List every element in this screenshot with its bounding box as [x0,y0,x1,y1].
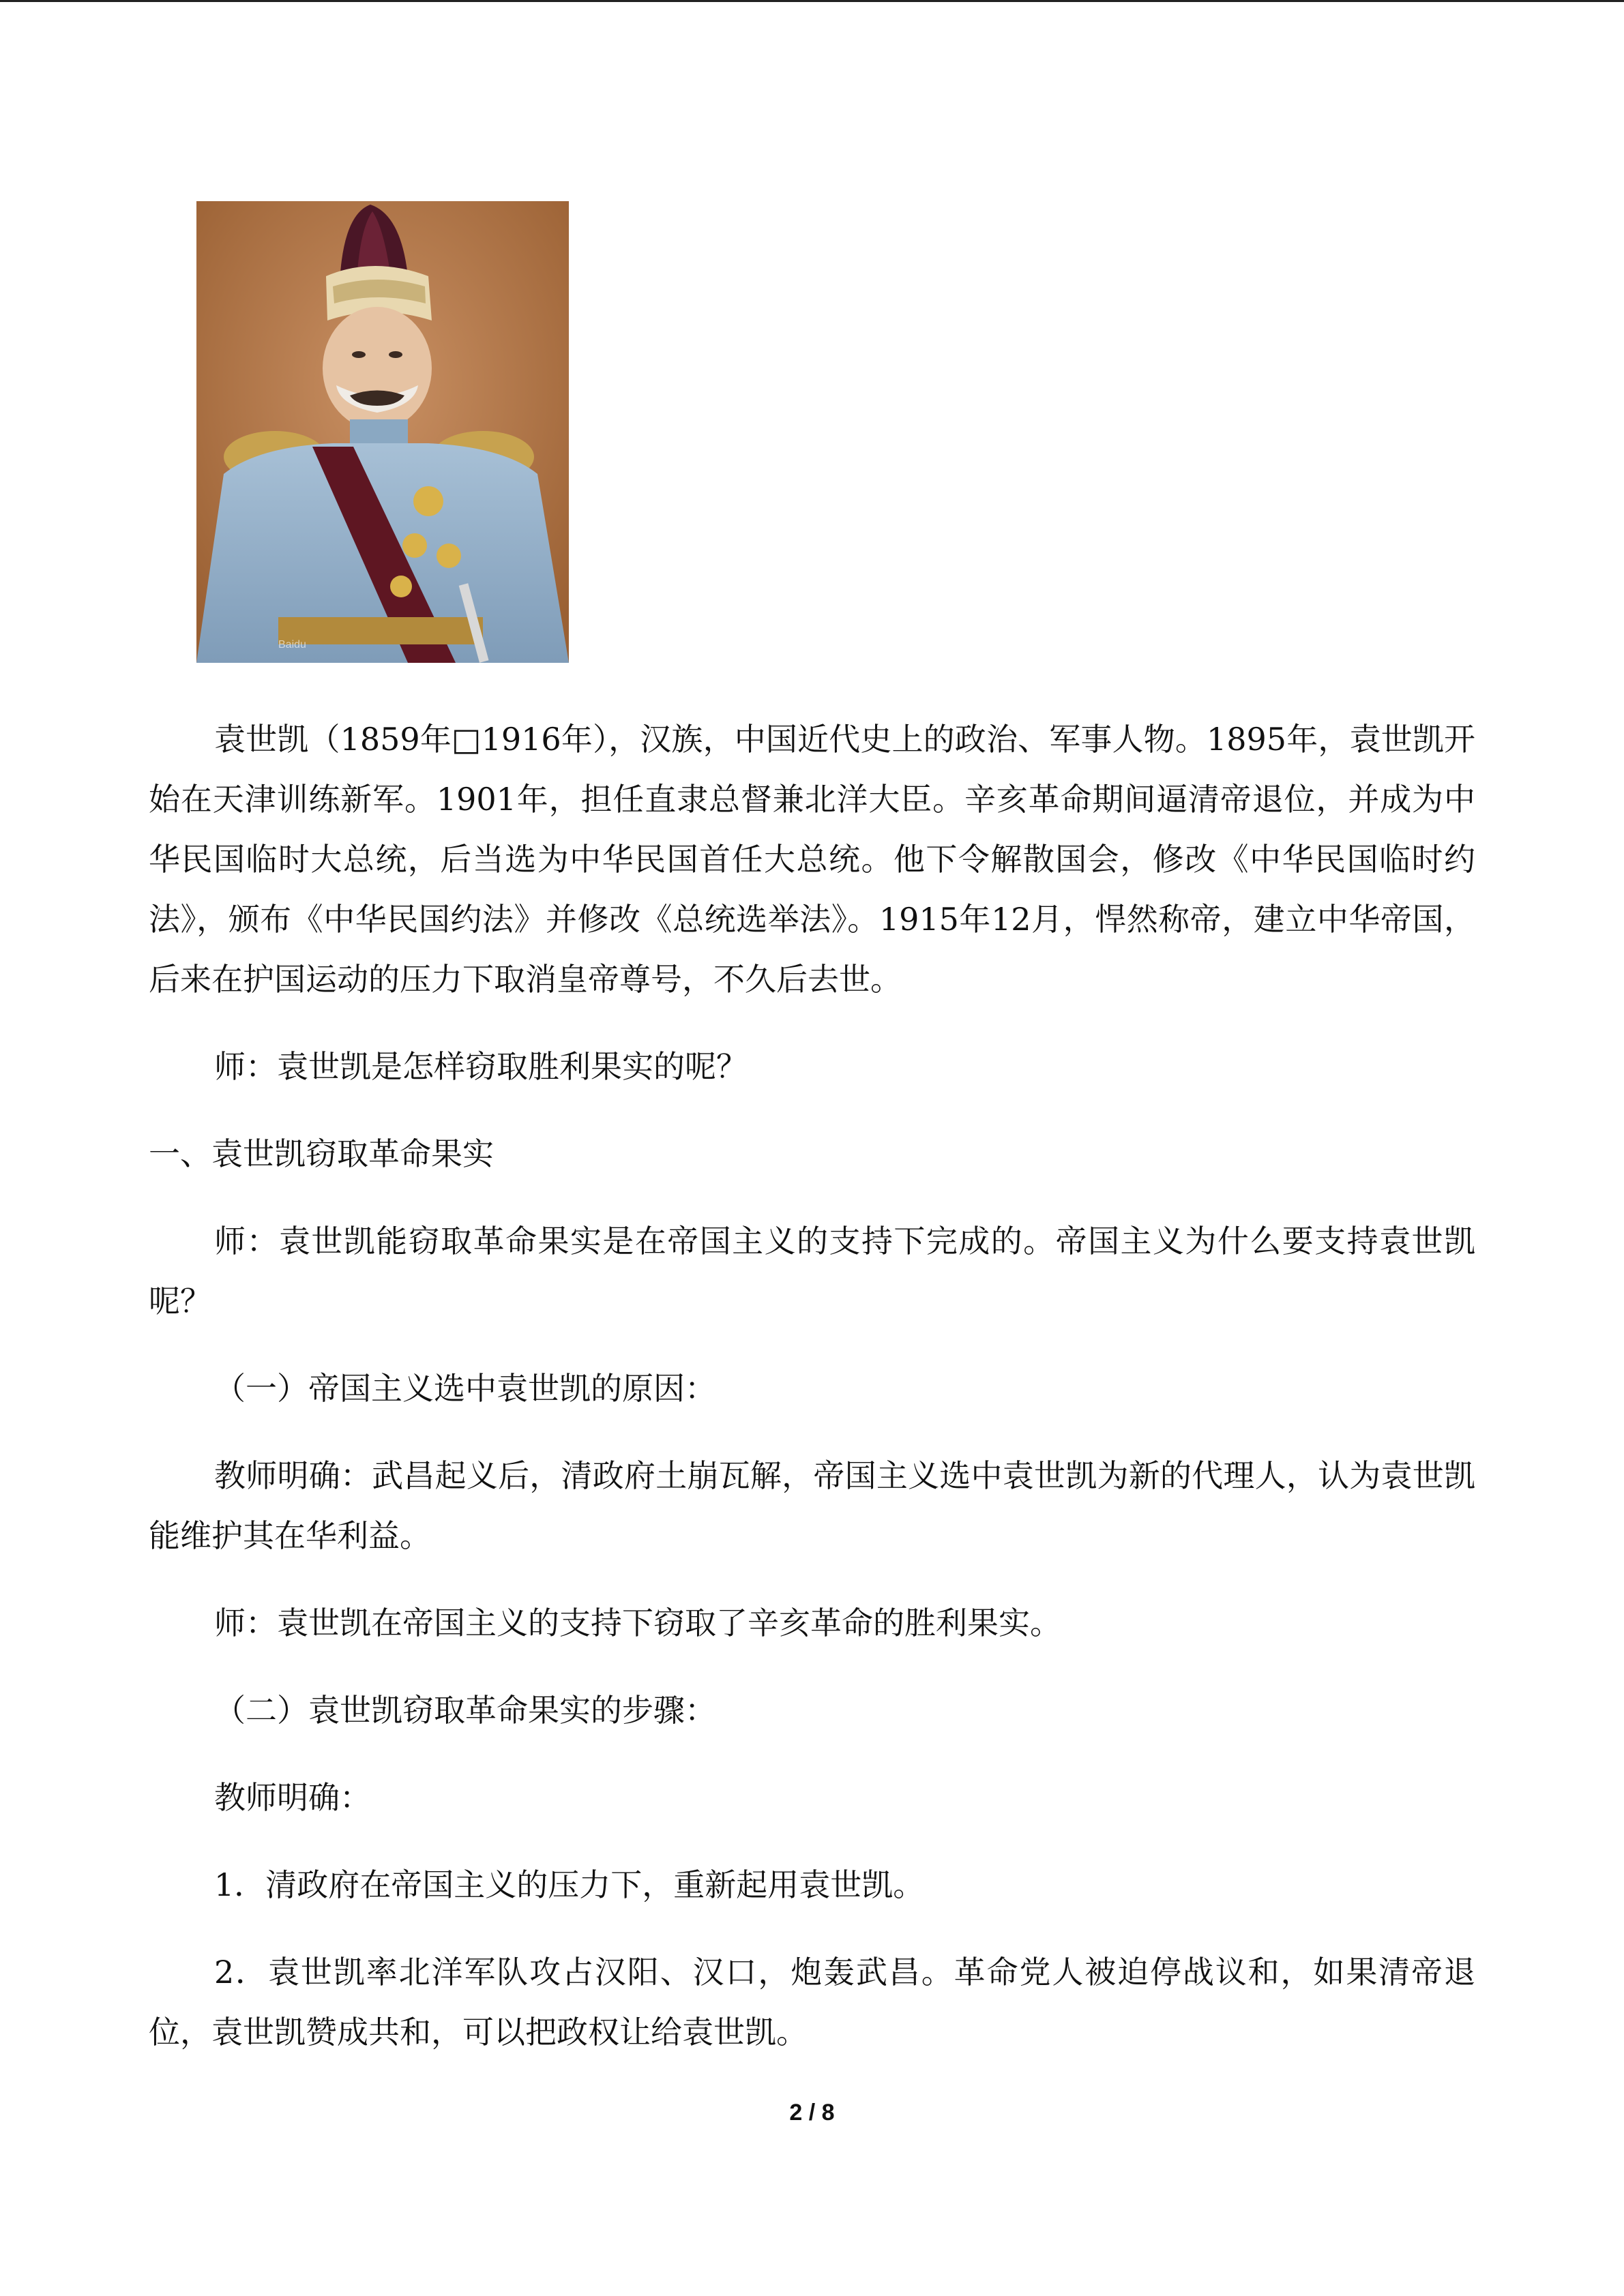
subsection-heading-1: （一）帝国主义选中袁世凯的原因： [214,1370,716,1407]
document-body [149,709,1475,2062]
teacher-answer-label: 教师明确： [214,1779,371,1816]
subsection-heading-2: （二）袁世凯窃取革命果实的步骤： [214,1692,716,1729]
page-number: 2 / 8 [789,2100,835,2126]
teacher-answer-1: 教师明确：武昌起义后，清政府土崩瓦解，帝国主义选中袁世凯为新的代理人，认为袁世凯能维护其在华利益。 [149,1457,1475,1554]
teacher-statement: 师：袁世凯在帝国主义的支持下窃取了辛亥革命的胜利果实。 [214,1605,1061,1641]
teacher-question-1: 师：袁世凯是怎样窃取胜利果实的呢？ [214,1048,748,1085]
step-item-2: 2．袁世凯率北洋军队攻占汉阳、汉口，炮轰武昌。革命党人被迫停战议和，如果清帝退位，袁世凯赞成共和，可以把政权让给袁世凯。 [149,1954,1475,2051]
top-border-line [0,0,1624,2]
section-heading-1: 一、袁世凯窃取革命果实 [149,1135,494,1172]
step-item-1: 1．清政府在帝国主义的压力下，重新起用袁世凯。 [214,1866,925,1903]
portrait-image [196,201,569,663]
bio-paragraph: 袁世凯（1859年□1916年），汉族，中国近代史上的政治、军事人物。1895年，袁世凯开始在天津训练新军。1901年，担任直隶总督兼北洋大臣。辛亥革命期间逼清帝退位，并成为中华民国临时大总统，后当选为中华民国首任大总统。他下令解散国会，修改《中华民国临时约法》，颁布《中华民国约法》并修改《总统选举法》。1915年12月，悍然称帝，建立中华帝国，后来在护国运动的压力下取消皇帝尊号，不久后去世。 [149,721,1475,998]
portrait-icon [196,201,569,663]
teacher-question-2: 师：袁世凯能窃取革命果实是在帝国主义的支持下完成的。帝国主义为什么要支持袁世凯呢？ [149,1223,1475,1320]
watermark-text: Baidu [278,639,306,651]
